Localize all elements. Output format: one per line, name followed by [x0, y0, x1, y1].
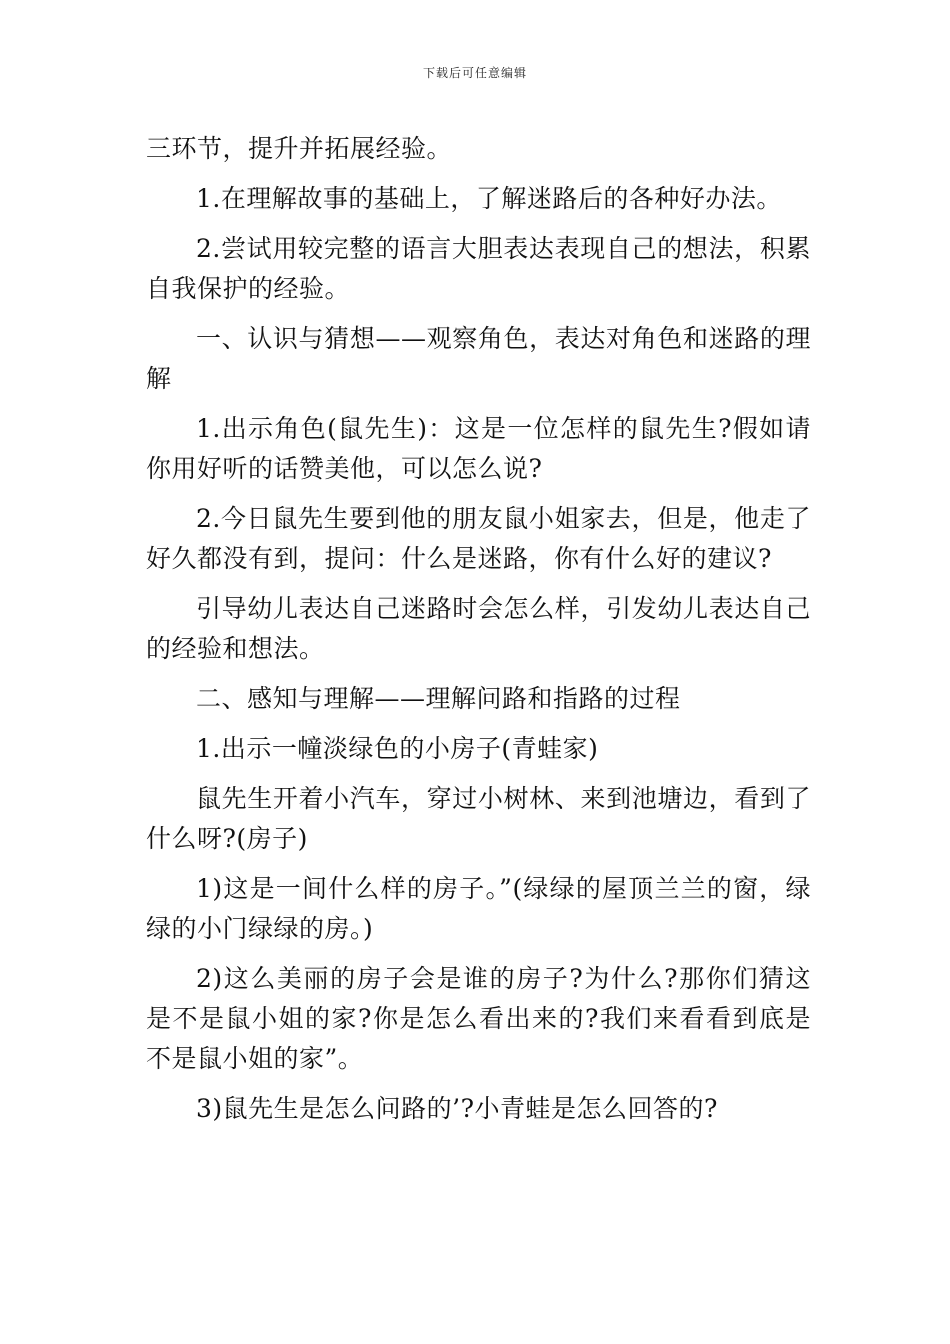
paragraph-11: 1)这是一间什么样的房子。”(绿绿的屋顶兰兰的窗，绿绿的小门绿绿的房。)	[146, 874, 811, 943]
section-heading-1: 一、认识与猜想——观察角色，表达对角色和迷路的理解	[146, 324, 811, 393]
paragraph-5: 1.出示角色(鼠先生)：这是一位怎样的鼠先生?假如请你用好听的话赞美他，可以怎么说?	[146, 414, 811, 483]
paragraph-1: 三环节，提升并拓展经验。	[146, 134, 453, 163]
paragraph-10: 鼠先生开着小汽车，穿过小树林、来到池塘边，看到了什么呀?(房子)	[146, 784, 811, 853]
paragraph-9: 1.出示一幢淡绿色的小房子(青蛙家)	[196, 734, 599, 763]
section-heading-2: 二、感知与理解——理解问路和指路的过程	[196, 684, 681, 713]
document-body	[146, 129, 811, 1139]
paragraph-13: 3)鼠先生是怎么问路的’?小青蛙是怎么回答的?	[196, 1094, 718, 1123]
paragraph-6: 2.今日鼠先生要到他的朋友鼠小姐家去，但是，他走了好久都没有到，提问：什么是迷路，你有什么好的建议?	[146, 504, 811, 573]
paragraph-12: 2)这么美丽的房子会是谁的房子?为什么?那你们猜这是不是鼠小姐的家?你是怎么看出来的?我们来看看到底是不是鼠小姐的家”。	[146, 964, 811, 1073]
paragraph-7: 引导幼儿表达自己迷路时会怎么样，引发幼儿表达自己的经验和想法。	[146, 594, 811, 663]
page-header-note: 下载后可任意编辑	[422, 66, 527, 80]
paragraph-3: 2.尝试用较完整的语言大胆表达表现自己的想法，积累自我保护的经验。	[146, 234, 811, 303]
paragraph-2: 1.在理解故事的基础上，了解迷路后的各种好办法。	[196, 184, 782, 213]
